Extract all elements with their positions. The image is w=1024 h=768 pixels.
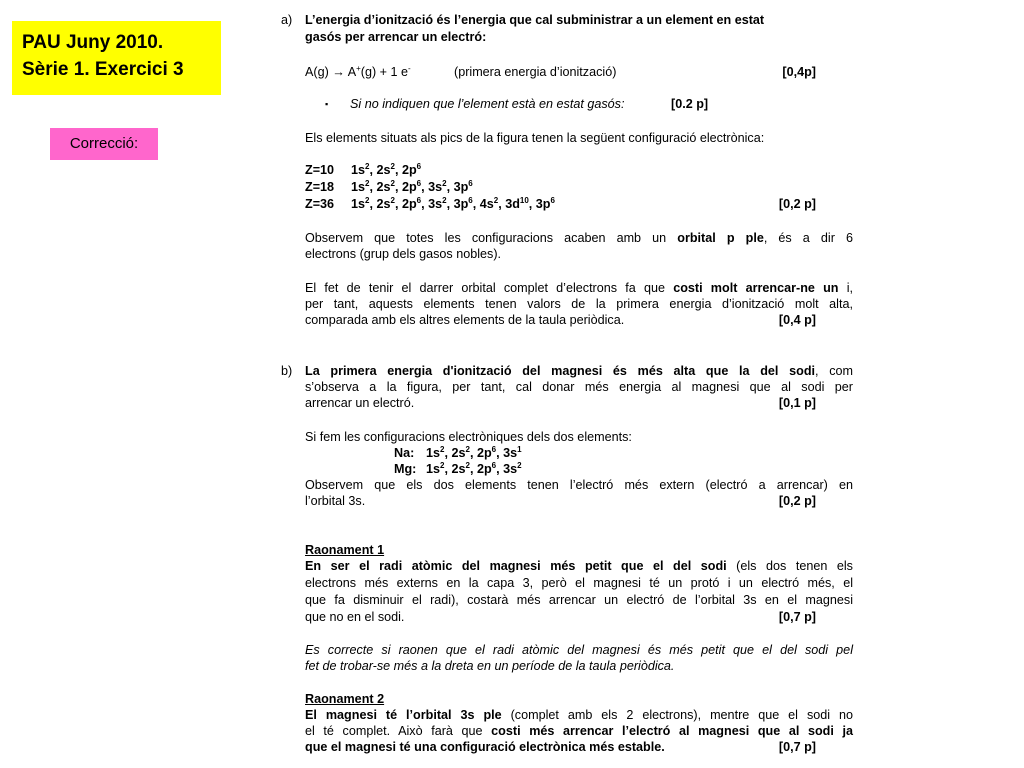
reasoning-2-line: que el magnesi té una configuració electrònica més estable. xyxy=(305,740,665,754)
orbital-term: $2s^2$ xyxy=(376,179,395,194)
config-row: Z=36 $1s^2$, $2s^2$, $2p^6$, $3s^2$, $3p^6$, $4s^2$, $3d^{10}$, $3p^6$ xyxy=(305,196,555,211)
reasoning-2-line: el té complet. Això farà que costi més arrencar l’electró al magnesi que al sodi ja xyxy=(305,724,853,738)
part-b-line: arrencar un electró. xyxy=(305,396,415,410)
observation-line: Observem que totes les configuracions acaben amb un orbital p ple, és a dir 6 xyxy=(305,231,853,245)
mg-config: Mg: $1s^2$, $2s^2$, $2p^6$, $3s^2$ xyxy=(394,461,522,476)
part-b-line: s’observa a la figura, per tant, cal donar més energia al magnesi que al sodi per xyxy=(305,380,853,394)
reasoning-2-points: [0,7 p] xyxy=(778,740,816,754)
part-b-line: l’orbital 3s. xyxy=(305,494,366,508)
equation-label: (primera energia d’ionització) xyxy=(454,65,617,79)
correction-badge: Correcció: xyxy=(50,128,158,160)
orbital-term: $2s^2$ xyxy=(451,461,470,476)
title-line-1: PAU Juny 2010. xyxy=(22,32,164,53)
orbital-term: $3p^6$ xyxy=(453,179,473,194)
na-config: Na: $1s^2$, $2s^2$, $2p^6$, $3s^1$ xyxy=(394,445,522,460)
orbital-term: $1s^2$ xyxy=(426,445,445,460)
reasoning-2-title: Raonament 2 xyxy=(305,692,385,706)
gas-state-note: Si no indiquen que l’element està en estat gasós: xyxy=(350,97,625,111)
orbital-term: $3d^{10}$ xyxy=(505,196,529,211)
reasoning-1-points: [0,7 p] xyxy=(778,610,816,624)
observation-line: electrons (grup dels gasos nobles). xyxy=(305,247,502,261)
orbital-term: $2p^6$ xyxy=(401,196,422,211)
reasoning-1-title: Raonament 1 xyxy=(305,543,385,557)
reasoning-1-line: que no en el sodi. xyxy=(305,610,405,624)
title-line-2: Sèrie 1. Exercici 3 xyxy=(22,59,184,80)
orbital-term: $2p^6$ xyxy=(476,461,497,476)
config-row: Z=18 $1s^2$, $2s^2$, $2p^6$, $3s^2$, $3p^6$ xyxy=(305,179,473,194)
orbital-term: $1s^2$ xyxy=(351,196,370,211)
observation-line: comparada amb els altres elements de la taula periòdica. xyxy=(305,313,625,327)
orbital-term: $1s^2$ xyxy=(351,162,370,177)
bullet-icon: ▪ xyxy=(325,99,329,109)
observation-line: El fet de tenir el darrer orbital complet d’electrons fa que costi molt arrencar-ne un i, xyxy=(305,281,854,295)
part-a-heading-line-1: L’energia d’ionització és l’energia que cal subministrar a un element en estat xyxy=(305,13,765,27)
part-b-marker: b) xyxy=(281,364,293,378)
orbital-term: $3s^2$ xyxy=(503,461,522,476)
orbital-term: $1s^2$ xyxy=(351,179,370,194)
config-row: Z=10 $1s^2$, $2s^2$, $2p^6$ xyxy=(305,162,422,177)
reasoning-1-line: En ser el radi atòmic del magnesi més petit que el del sodi (els dos tenen els xyxy=(305,559,853,573)
orbital-term: $2s^2$ xyxy=(451,445,470,460)
config-intro-b: Si fem les configuracions electròniques dels dos elements: xyxy=(305,430,632,444)
reasoning-1-note: fet de trobar-se més a la dreta en un període de la taula periòdica. xyxy=(305,659,675,673)
part-b-line: Observem que els dos elements tenen l’electró més extern (electró a arrencar) en xyxy=(305,478,853,492)
orbital-term: $3p^6$ xyxy=(535,196,555,211)
equation-points: [0,4p] xyxy=(782,65,816,79)
orbital-term: $3s^2$ xyxy=(428,179,447,194)
part-b-points: [0,2 p] xyxy=(778,494,816,508)
orbital-term: $2s^2$ xyxy=(376,162,395,177)
reasoning-2-line: El magnesi té l’orbital 3s ple (complet amb els 2 electrons), mentre que el sodi no xyxy=(305,708,854,722)
slide-title xyxy=(12,21,221,95)
orbital-term: $2p^6$ xyxy=(476,445,497,460)
part-a-marker: a) xyxy=(281,13,293,27)
observation-points: [0,4 p] xyxy=(778,313,816,327)
gas-state-points: [0.2 p] xyxy=(671,97,709,111)
part-b-line: La primera energia d'ionització del magnesi és més alta que la del sodi, com xyxy=(305,364,854,378)
reasoning-1-line: que fa disminuir el radi), costarà més arrencar un electró de l’orbital 3s en el magnesi xyxy=(305,593,853,607)
orbital-term: $2p^6$ xyxy=(401,179,422,194)
orbital-term: $2s^2$ xyxy=(376,196,395,211)
reasoning-1-line: electrons més externs en la capa 3, però el magnesi té un protó i un electró més, el xyxy=(305,576,853,590)
orbital-term: $3s^2$ xyxy=(428,196,447,211)
orbital-term: $1s^2$ xyxy=(426,461,445,476)
observation-line: per tant, aquests elements tenen valors de la primera energia d’ionització molt alta, xyxy=(305,297,853,311)
config-points: [0,2 p] xyxy=(778,197,816,211)
config-intro: Els elements situats als pics de la figura tenen la següent configuració electrònica: xyxy=(305,131,765,145)
part-a-heading-line-2: gasós per arrencar un electró: xyxy=(305,30,487,44)
orbital-term: $2p^6$ xyxy=(401,162,422,177)
orbital-term: $3p^6$ xyxy=(453,196,473,211)
orbital-term: $3s^1$ xyxy=(503,445,522,460)
part-b-points: [0,1 p] xyxy=(778,396,816,410)
ionization-equation: A(g) → A+(g) + 1 e- xyxy=(305,64,411,79)
orbital-term: $4s^2$ xyxy=(479,196,499,211)
reasoning-1-note: Es correcte si raonen que el radi atòmic del magnesi és més petit que el del sodi pel xyxy=(305,643,853,657)
scanned-document xyxy=(278,0,858,768)
